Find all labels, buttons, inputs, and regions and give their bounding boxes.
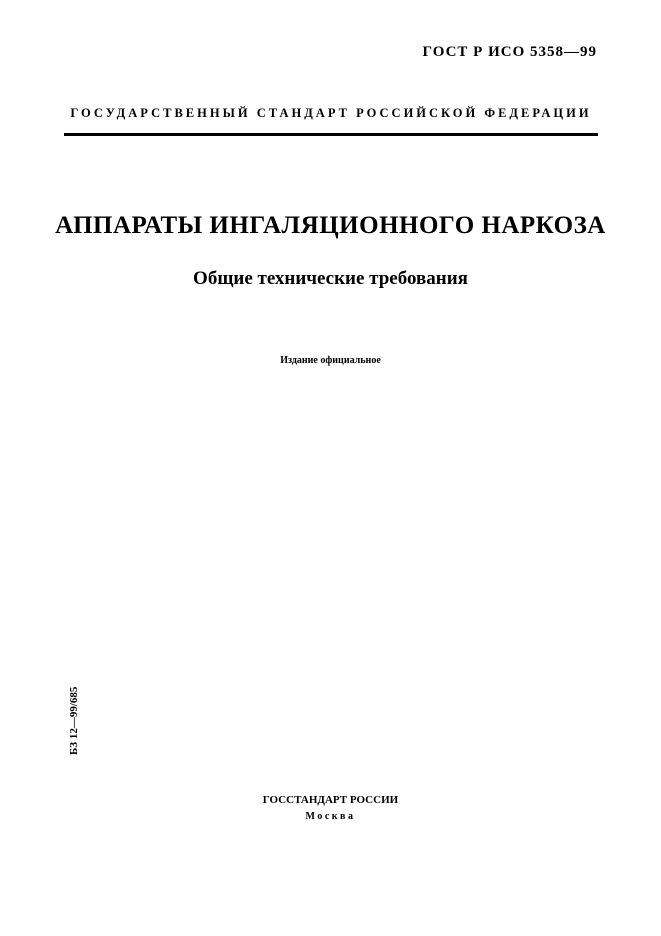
header-divider <box>64 133 598 136</box>
state-standard-heading: ГОСУДАРСТВЕННЫЙ СТАНДАРТ РОССИЙСКОЙ ФЕДЕРАЦИИ <box>70 106 592 120</box>
side-registration-code: БЗ 12—99/685 <box>68 686 80 755</box>
document-title: АППАРАТЫ ИНГАЛЯЦИОННОГО НАРКОЗА <box>55 212 606 239</box>
document-subtitle: Общие технические требования <box>193 268 468 289</box>
publication-city: Москва <box>305 811 356 822</box>
edition-note: Издание официальное <box>280 355 381 366</box>
publisher-name: ГОССТАНДАРТ РОССИИ <box>262 794 399 806</box>
standard-number: ГОСТ Р ИСО 5358—99 <box>422 44 597 60</box>
